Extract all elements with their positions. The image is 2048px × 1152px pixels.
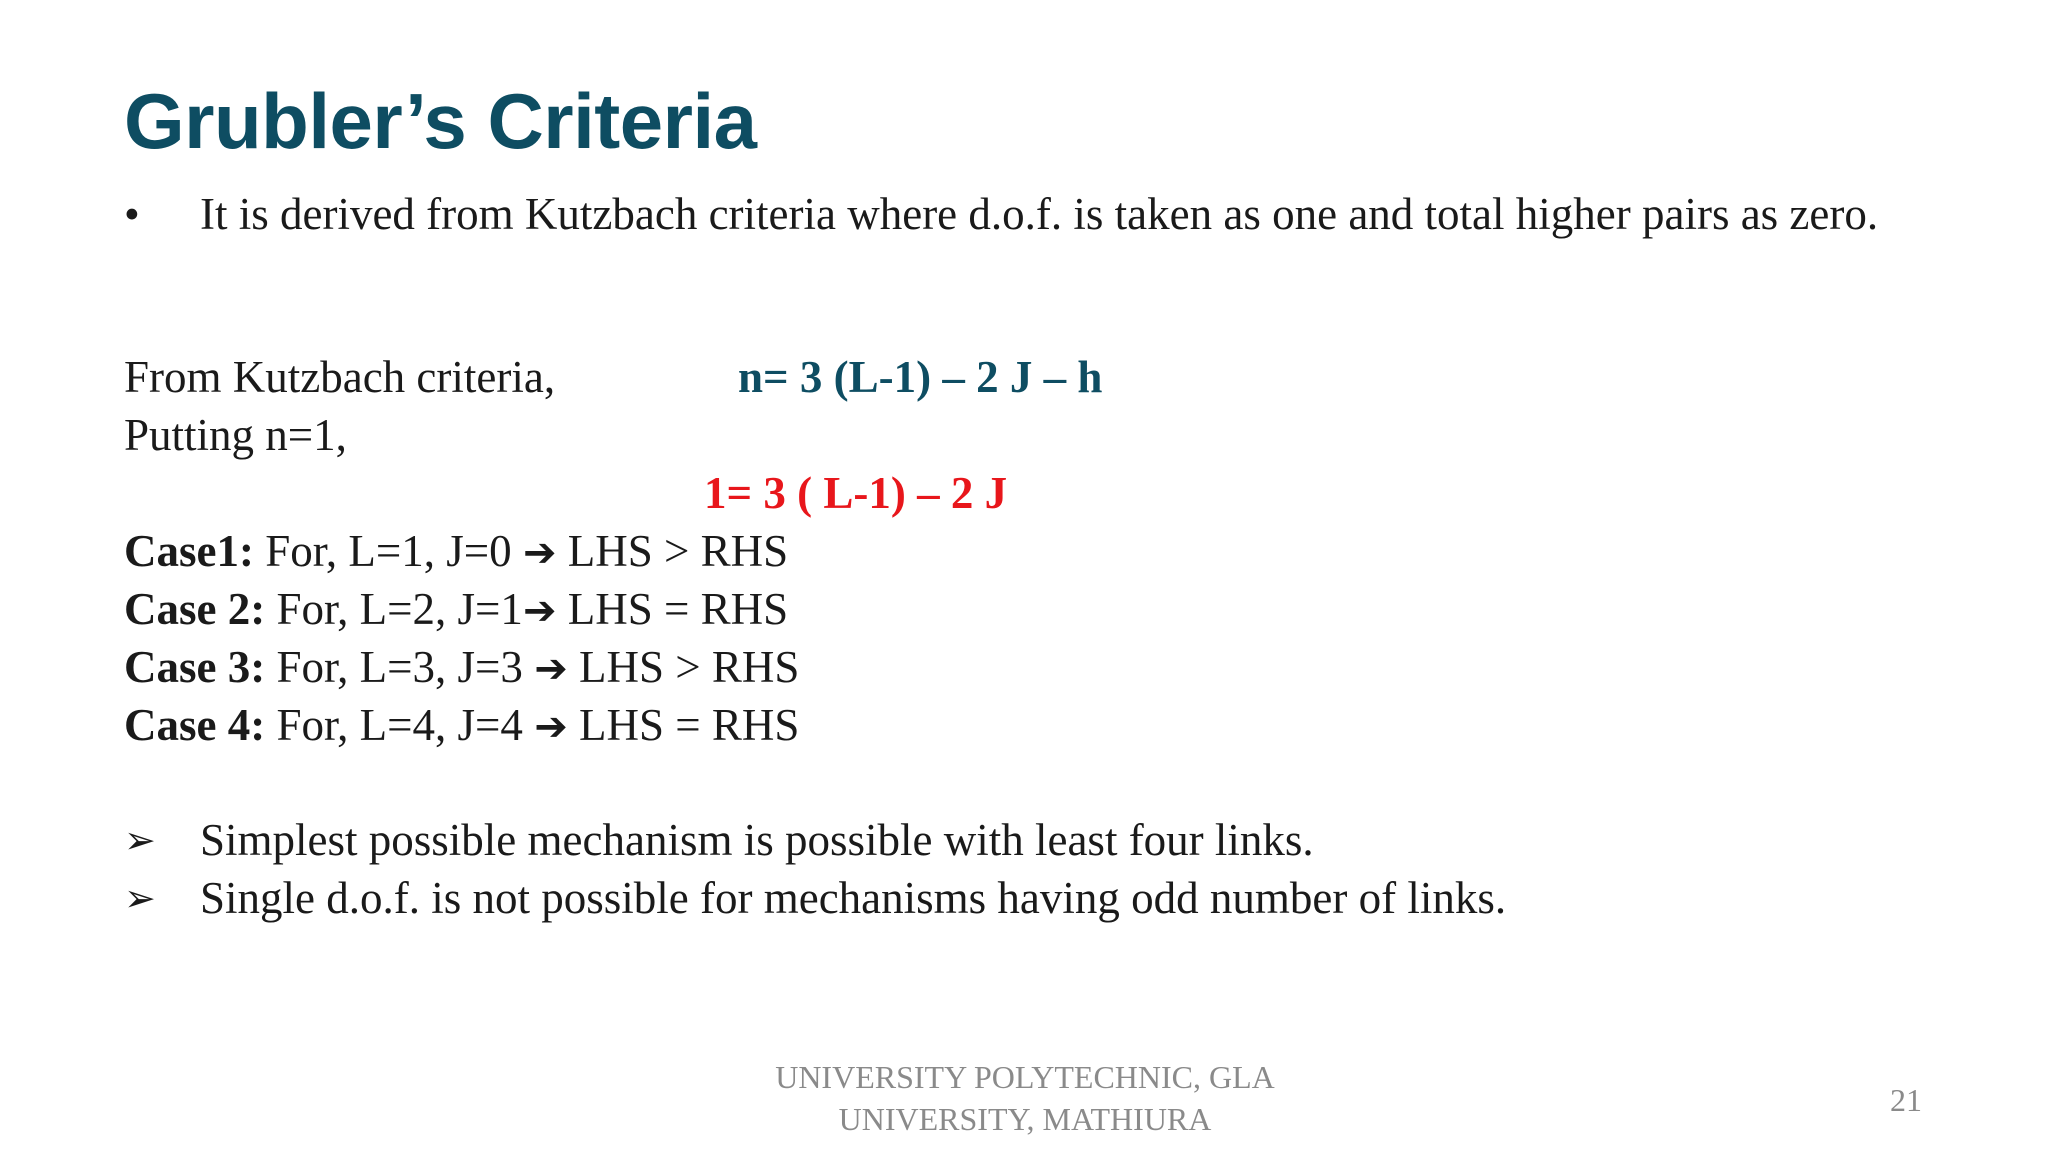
case-row (124, 522, 788, 582)
case-result: LHS > RHS (556, 526, 789, 576)
case-condition: For, L=4, J=4 (265, 700, 535, 750)
conclusion-text: Simplest possible mechanism is possible with least four links. (200, 815, 1314, 865)
kutzbach-label: From Kutzbach criteria, (124, 352, 556, 402)
case-condition: For, L=3, J=3 (265, 642, 535, 692)
footer-line: UNIVERSITY, MATHIURA (838, 1101, 1212, 1137)
grubler-equation: 1= 3 ( L-1) – 2 J (704, 468, 1008, 518)
case-condition: For, L=1, J=0 (253, 526, 523, 576)
page-number: 21 (1890, 1082, 1922, 1118)
right-arrow-icon: ➔ (522, 530, 557, 576)
case-result: LHS > RHS (567, 642, 800, 692)
intro-text: It is derived from Kutzbach criteria where d.o.f. is taken as one and total higher pairs as zero. (200, 189, 1879, 239)
putting-line: Putting n=1, (124, 410, 347, 460)
case-result: LHS = RHS (567, 700, 800, 750)
case-label: Case 4: (124, 700, 266, 750)
footer-line: UNIVERSITY POLYTECHNIC, GLA (775, 1059, 1275, 1095)
right-arrow-icon: ➔ (534, 704, 568, 750)
case-label: Case 2: (124, 584, 266, 634)
arrowhead-bullet-icon: ➢ (124, 818, 156, 862)
kutzbach-equation: n= 3 (L-1) – 2 J – h (738, 352, 1103, 402)
case-row (124, 696, 799, 756)
bullet-icon: • (124, 189, 140, 239)
case-result: LHS = RHS (556, 584, 789, 634)
case-label: Case 3: (124, 642, 266, 692)
case-condition: For, L=2, J=1 (265, 584, 523, 634)
case-row (124, 580, 788, 640)
case-label: Case1: (124, 526, 254, 576)
conclusion-text: Single d.o.f. is not possible for mechanisms having odd number of links. (200, 873, 1507, 923)
arrowhead-bullet-icon: ➢ (124, 876, 156, 920)
case-row (124, 638, 799, 698)
right-arrow-icon: ➔ (522, 588, 557, 634)
right-arrow-icon: ➔ (534, 646, 568, 692)
slide-footer (700, 1056, 1350, 1140)
slide-title: Grubler’s Criteria (124, 77, 757, 165)
